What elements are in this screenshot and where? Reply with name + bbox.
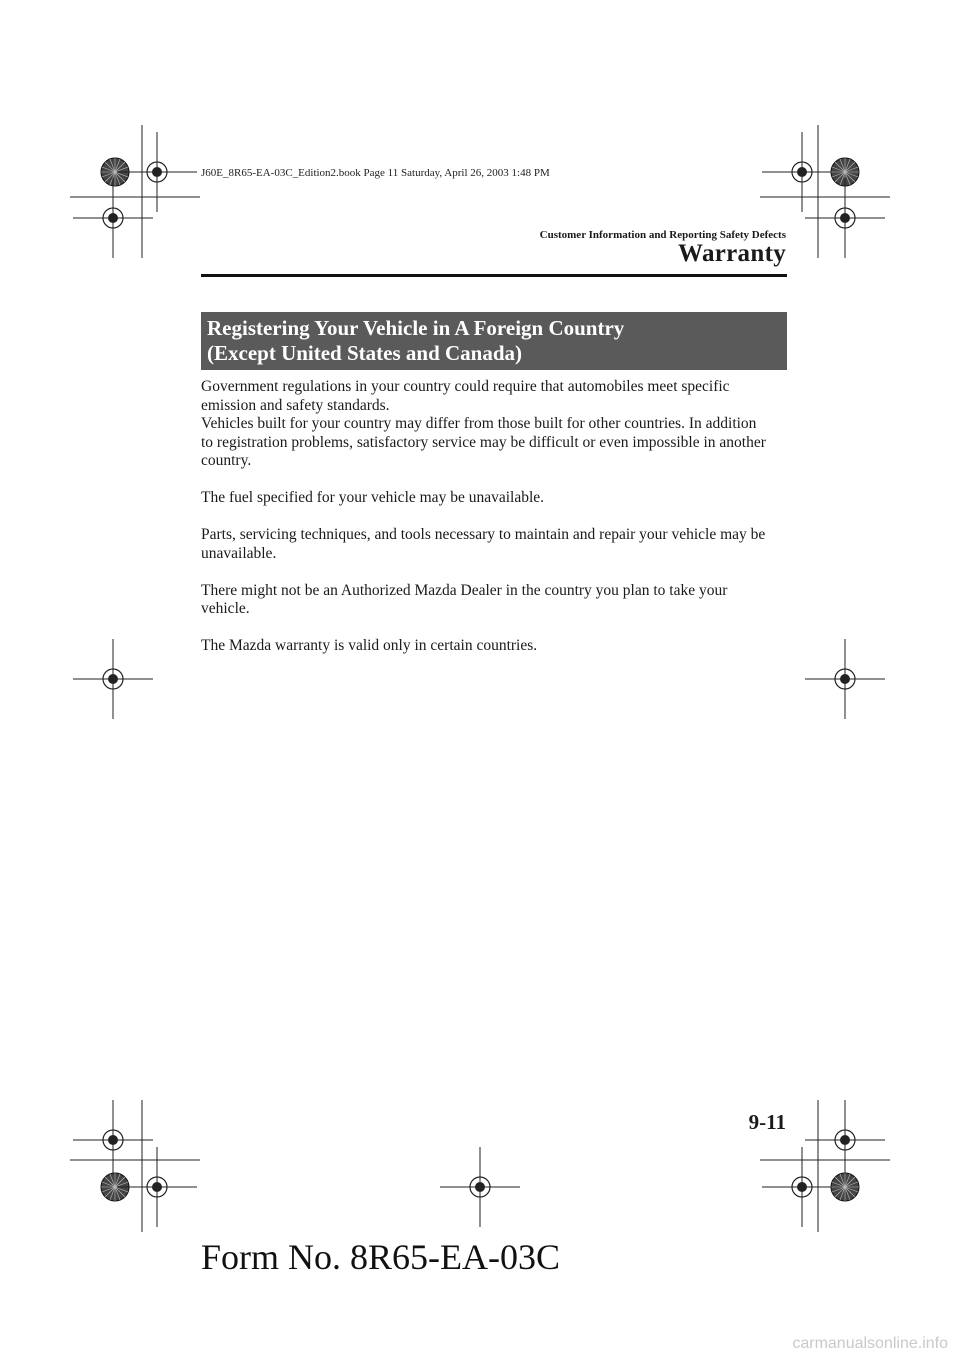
text-line: Parts, servicing techniques, and tools necessary to maintain and repair your vehicle may be — [201, 526, 766, 543]
paragraph-regulations — [201, 378, 791, 471]
paragraph-warranty — [201, 637, 791, 656]
text-line: to registration problems, satisfactory service may be difficult or even impossible in another — [201, 433, 766, 451]
form-number: Form No. 8R65-EA-03C — [201, 1237, 560, 1277]
text-line: vehicle. — [201, 600, 250, 617]
book-file-info: J60E_8R65-EA-03C_Edition2.book Page 11 Saturday, April 26, 2003 1:48 PM — [201, 167, 550, 179]
text-line: Vehicles built for your country may differ from those built for other countries. In addition — [201, 415, 757, 432]
topic-heading — [201, 312, 787, 370]
page-section-title: Warranty — [678, 240, 786, 267]
topic-heading-line-1: Registering Your Vehicle in A Foreign Country — [207, 316, 625, 340]
header-rule — [201, 274, 787, 277]
text-line: emission and safety standards. — [201, 396, 390, 414]
text-line: The fuel specified for your vehicle may be unavailable. — [201, 489, 545, 506]
text-line: There might not be an Authorized Mazda Dealer in the country you plan to take your — [201, 581, 728, 599]
text-line: The Mazda warranty is valid only in certain countries. — [201, 637, 538, 654]
watermark-text: carmanualsonline.info — [792, 1335, 948, 1352]
section-header: Customer Information and Reporting Safety Defects — [539, 229, 786, 241]
text-line: unavailable. — [201, 544, 277, 562]
text-line: country. — [201, 452, 252, 469]
paragraph-parts — [201, 526, 791, 563]
topic-heading-line-2: (Except United States and Canada) — [207, 341, 523, 365]
text-line: Government regulations in your country could require that automobiles meet specific — [201, 378, 730, 395]
paragraph-dealer — [201, 582, 791, 619]
page-number: 9-11 — [748, 1110, 786, 1134]
paragraph-fuel — [201, 489, 791, 508]
body-text — [201, 378, 791, 674]
